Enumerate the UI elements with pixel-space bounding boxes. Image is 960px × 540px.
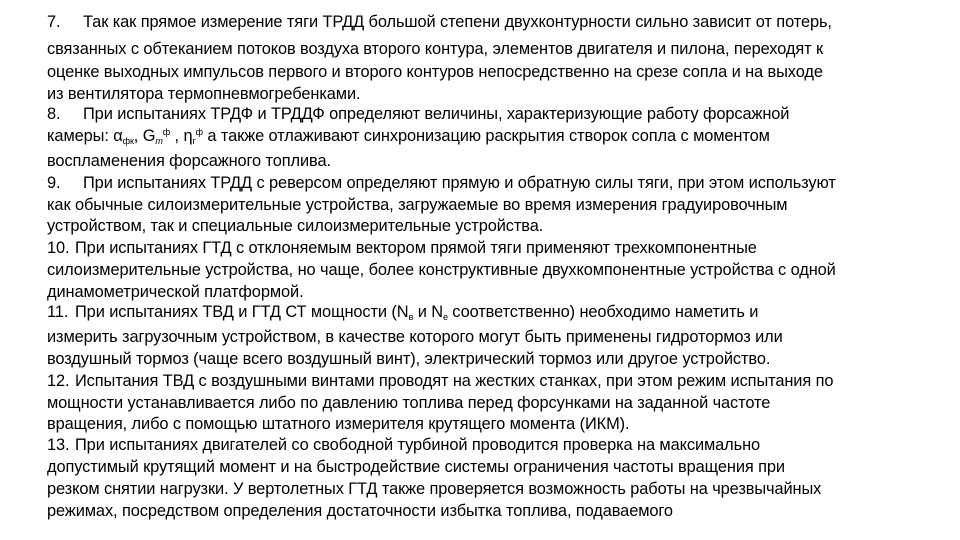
item-7-line-2: связанных с обтеканием потоков воздуха второго контура, элементов двигателя и пилона, переходят к [47, 40, 824, 58]
item-7-line-3: оценке выходных импульсов первого и второго контуров непосредственно на срезе сопла и на выходе [47, 63, 823, 81]
item-9-line-3: устройством, так и специальные силоизмерительные устройства. [47, 217, 544, 235]
item-11-suffix: соответственно) необходимо наметить и [447, 303, 759, 321]
formula-prefix: камеры: [47, 127, 114, 145]
eta-symbol: , η [170, 127, 193, 145]
item-10-text: При испытаниях ГТД с отклоняемым вектором прямой тяги применяют трехкомпонентные [75, 239, 757, 257]
item-12-number: 12. [47, 372, 70, 390]
eta-subscript: г [192, 136, 196, 146]
item-8-formula-line [47, 126, 770, 146]
alpha-symbol: α [113, 127, 123, 145]
item-9-number: 9. [47, 174, 61, 192]
item-8-text: При испытаниях ТРДФ и ТРДДФ определяют величины, характеризующие работу форсажной [83, 105, 790, 123]
item-7-line-1 [47, 12, 832, 32]
item-8-line-1 [47, 104, 789, 124]
n-subscript-v: в [408, 312, 414, 322]
g-superscript: ф [162, 127, 171, 137]
item-13-line-4: режимах, посредством определения достаточности избытка топлива, подаваемого [47, 502, 673, 520]
item-8-number: 8. [47, 105, 61, 123]
formula-suffix: а также отлаживают синхронизацию раскрытия створок сопла с моментом [202, 127, 770, 145]
item-10-line-2: силоизмерительные устройства, но чаще, более конструктивные двухкомпонентные устройства с одной [47, 261, 836, 279]
item-11-line-3: воздушный тормоз (чаще всего воздушный винт), электрический тормоз или другое устройство. [47, 350, 771, 368]
item-10-line-3: динамометрической платформой. [47, 283, 304, 301]
item-12-line-3: вращения, либо с помощью штатного измерителя крутящего момента (ИКМ). [47, 415, 630, 433]
item-11-line-1 [47, 302, 758, 322]
item-12-line-2: мощности устанавливается либо по давлению топлива перед форсунками на заданной частоте [47, 394, 771, 412]
item-13-line-1 [47, 435, 760, 455]
item-7-text: Так как прямое измерение тяги ТРДД большой степени двухконтурности сильно зависит от потерь, [83, 13, 832, 31]
item-13-line-2: допустимый крутящий момент и на быстродействие системы ограничения частоты вращения при [47, 458, 785, 476]
item-10-number: 10. [47, 239, 70, 257]
item-8-line-3: воспламенения форсажного топлива. [47, 152, 331, 170]
item-12-line-1 [47, 371, 833, 391]
item-9-line-1 [47, 173, 836, 193]
n-subscript-e: е [442, 312, 448, 322]
g-subscript: т [155, 136, 163, 146]
eta-superscript: ф [195, 127, 203, 137]
item-11-line-2: измерить загрузочным устройством, в качестве которого могут быть применены гидротормоз или [47, 328, 783, 346]
item-13-text: При испытаниях двигателей со свободной турбиной проводится проверка на максимально [75, 436, 761, 454]
item-7-line-4: из вентилятора термопневмогребенками. [47, 85, 361, 103]
alpha-subscript: фк [122, 136, 134, 146]
item-10-line-1 [47, 238, 757, 258]
item-11-prefix: При испытаниях ТВД и ГТД СТ мощности (N [75, 303, 409, 321]
item-9-line-2: как обычные силоизмерительные устройства, загружаемые во время измерения градуировочным [47, 196, 788, 214]
g-symbol: , G [133, 127, 156, 145]
item-11-mid: и N [413, 303, 443, 321]
item-11-number: 11. [47, 303, 69, 321]
item-13-line-3: резком снятии нагрузки. У вертолетных ГТД также проверяется возможность работы на чрезвычайных [47, 480, 822, 498]
item-12-text: Испытания ТВД с воздушными винтами проводят на жестких станках, при этом режим испытания по [75, 372, 834, 390]
item-9-text: При испытаниях ТРДД с реверсом определяют прямую и обратную силы тяги, при этом используют [83, 174, 836, 192]
item-7-number: 7. [47, 13, 61, 31]
item-13-number: 13. [47, 436, 70, 454]
